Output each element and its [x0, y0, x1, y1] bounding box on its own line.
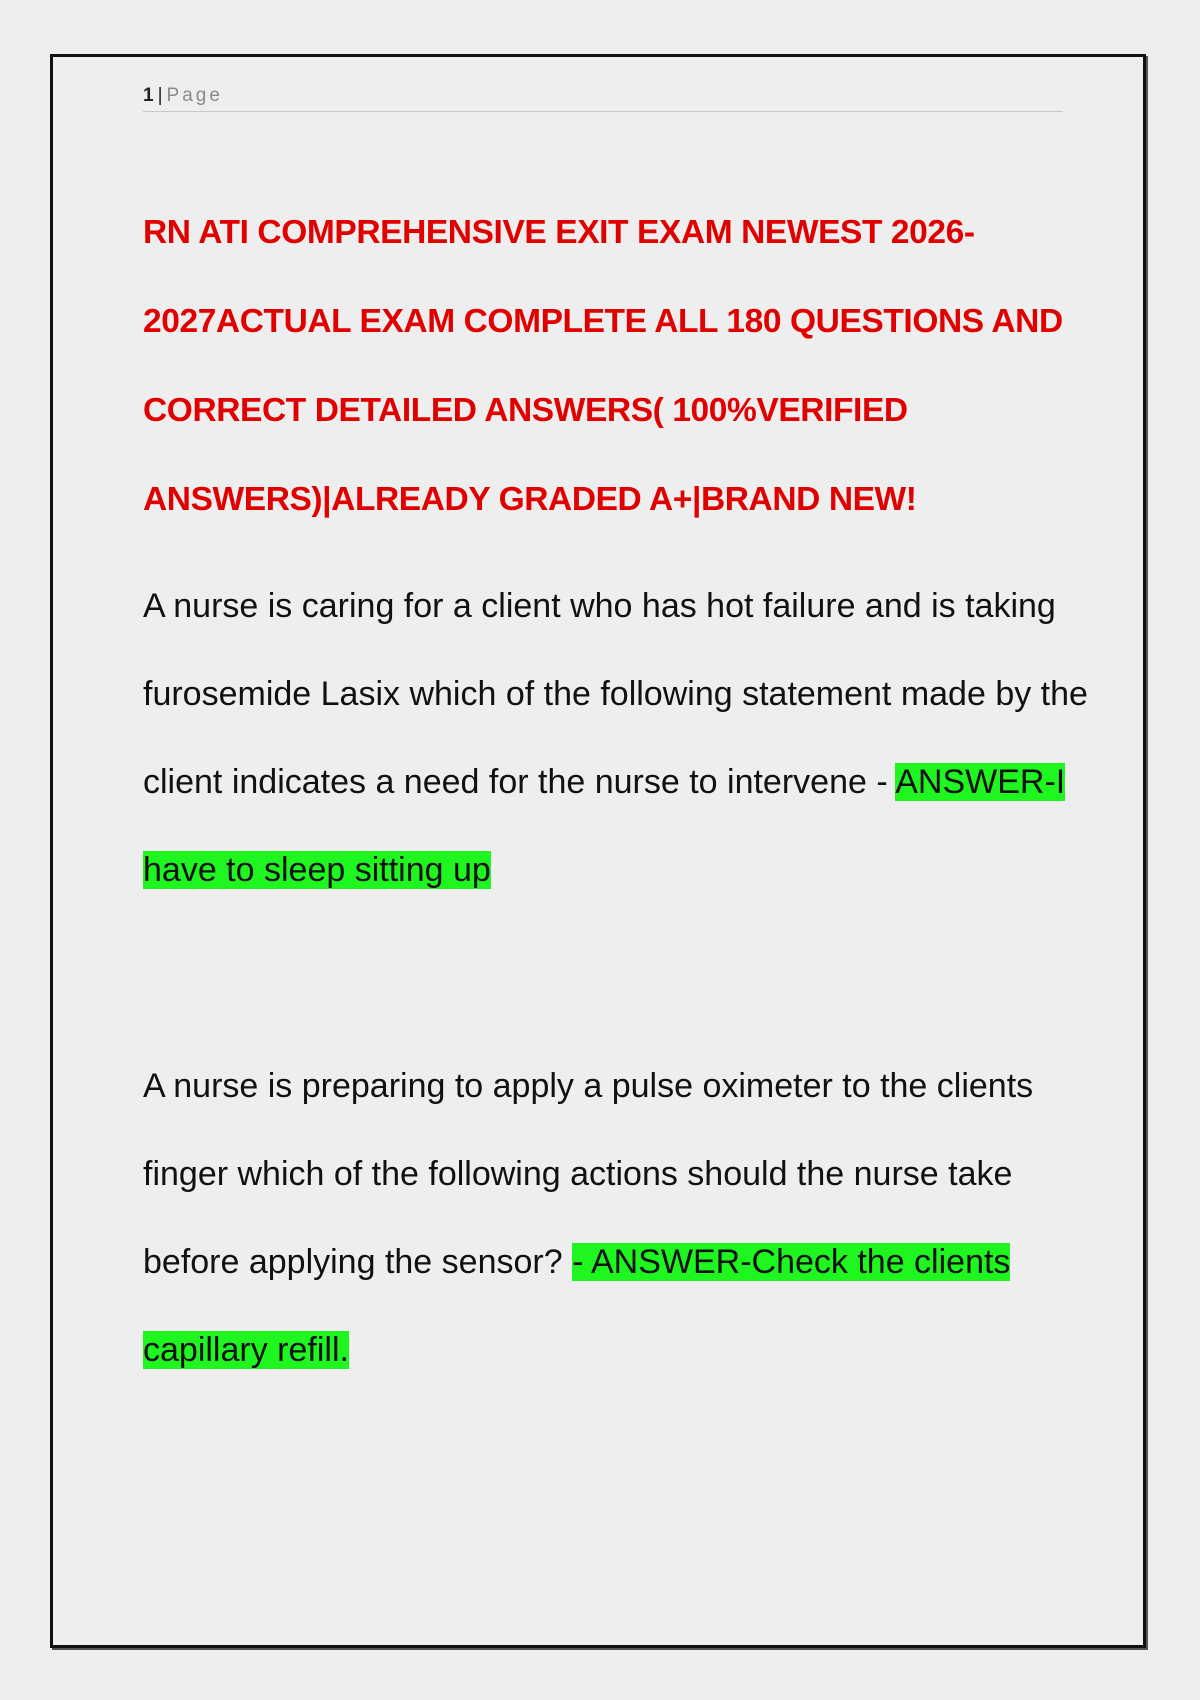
question-block-2	[143, 1042, 1103, 1394]
page-header	[143, 81, 1063, 112]
question-text: A nurse is caring for a client who has hot failure and is taking furosemide Lasix which of the following statement made by the client indicates a need for the nurse to intervene -	[143, 587, 1088, 801]
answer-highlight: ANSWER-I have to sleep sitting up	[143, 763, 1066, 889]
page-label: Page	[166, 85, 223, 106]
page-separator: |	[157, 85, 163, 106]
question-block-1	[143, 562, 1103, 914]
document-page	[50, 54, 1146, 1648]
document-title: RN ATI COMPREHENSIVE EXIT EXAM NEWEST 2026-2027ACTUAL EXAM COMPLETE ALL 180 QUESTIONS AND CORRECT DETAILED ANSWERS( 100%VERIFIED ANSWERS)|ALREADY GRADED A+|BRAND NEW!	[143, 214, 1063, 518]
page-number: 1	[143, 85, 154, 106]
question-text: A nurse is preparing to apply a pulse oximeter to the clients finger which of the following actions should the nurse take before applying the sensor?	[143, 1067, 1034, 1281]
answer-highlight: - ANSWER-Check the clients capillary refill.	[143, 1243, 1011, 1369]
